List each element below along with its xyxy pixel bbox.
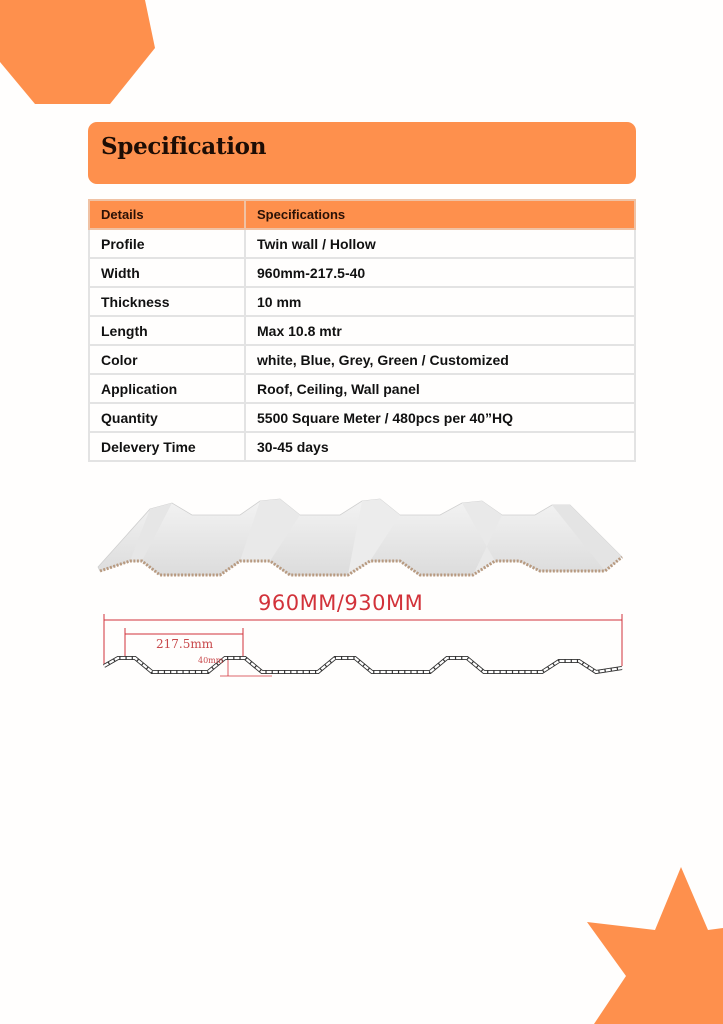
orange-hexagon-decoration xyxy=(0,0,160,108)
row-value: 960mm-217.5-40 xyxy=(245,258,635,287)
row-label: Length xyxy=(89,316,245,345)
total-width-label: 960MM/930MM xyxy=(258,591,424,615)
table-header-row xyxy=(89,200,635,229)
table-row xyxy=(89,287,635,316)
row-label: Profile xyxy=(89,229,245,258)
table-row xyxy=(89,316,635,345)
column-header-specifications: Specifications xyxy=(245,200,635,229)
row-value: Max 10.8 mtr xyxy=(245,316,635,345)
row-value: 10 mm xyxy=(245,287,635,316)
table-row xyxy=(89,229,635,258)
specification-table xyxy=(88,199,636,462)
table-row xyxy=(89,374,635,403)
height-label: 40mm xyxy=(198,656,224,665)
column-header-details: Details xyxy=(89,200,245,229)
table-row xyxy=(89,345,635,374)
title-banner xyxy=(88,122,636,184)
table-row xyxy=(89,403,635,432)
pitch-label: 217.5mm xyxy=(156,637,214,651)
row-value: white, Blue, Grey, Green / Customized xyxy=(245,345,635,374)
row-label: Width xyxy=(89,258,245,287)
row-label: Color xyxy=(89,345,245,374)
table-row xyxy=(89,432,635,461)
row-label: Quantity xyxy=(89,403,245,432)
row-label: Application xyxy=(89,374,245,403)
table-row xyxy=(89,258,635,287)
roof-panel-product-image xyxy=(90,495,635,585)
row-value: 5500 Square Meter / 480pcs per 40”HQ xyxy=(245,403,635,432)
row-value: 30-45 days xyxy=(245,432,635,461)
page-title: Specification xyxy=(101,133,267,160)
row-value: Roof, Ceiling, Wall panel xyxy=(245,374,635,403)
row-value: Twin wall / Hollow xyxy=(245,229,635,258)
row-label: Delevery Time xyxy=(89,432,245,461)
orange-star-decoration xyxy=(580,860,723,1024)
row-label: Thickness xyxy=(89,287,245,316)
